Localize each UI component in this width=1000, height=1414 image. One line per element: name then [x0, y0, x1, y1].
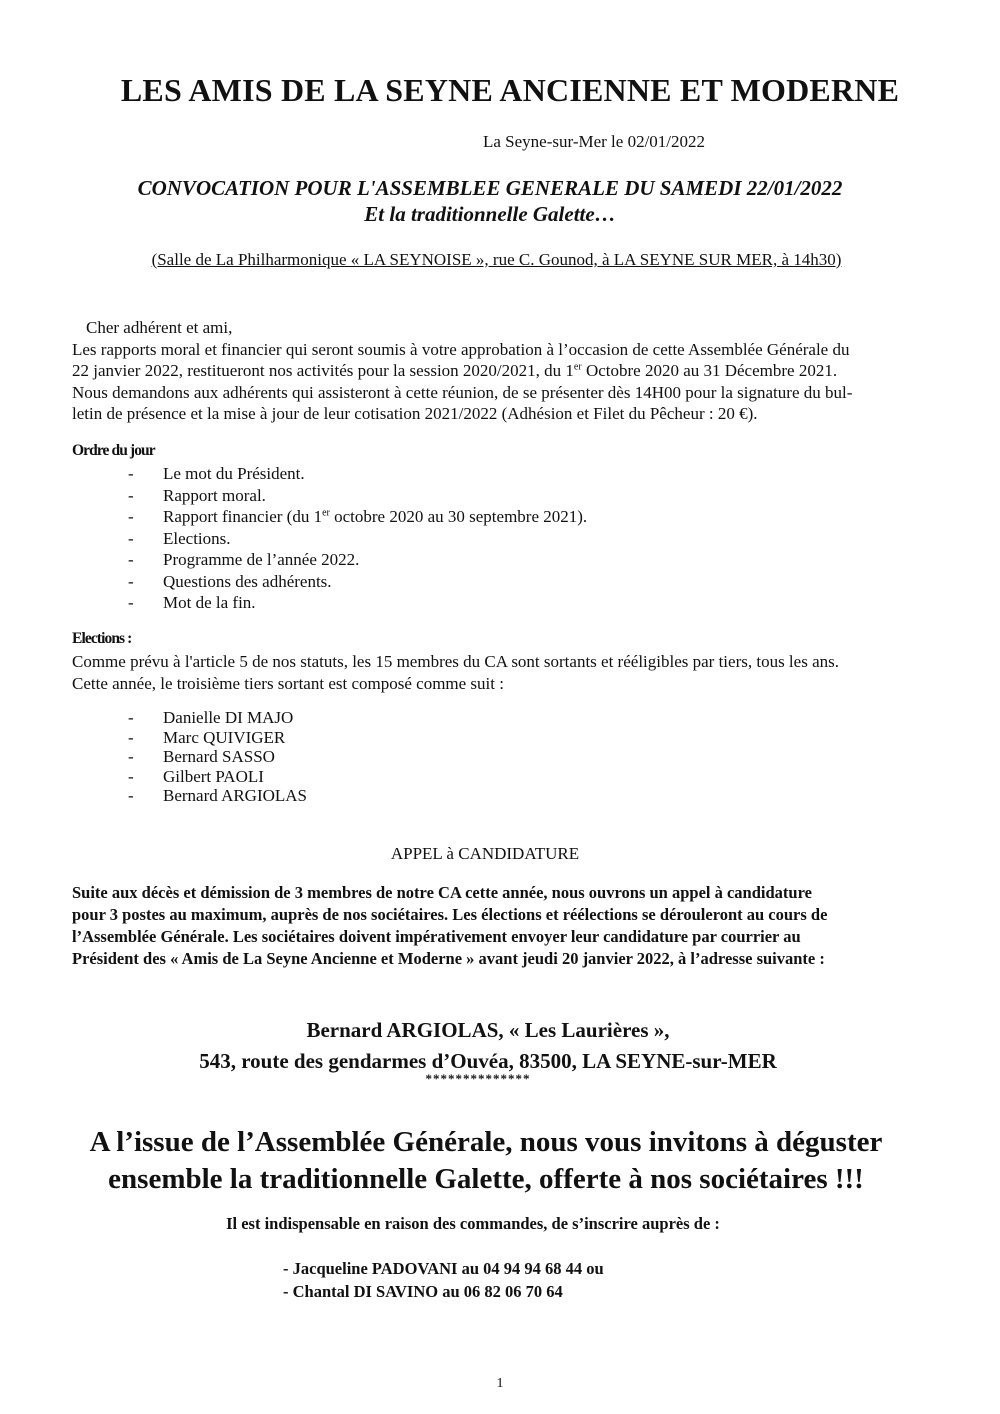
appel-heading: APPEL à CANDIDATURE	[390, 844, 580, 863]
invitation-line-2: ensemble la traditionnelle Galette, offerte à nos sociétaires !!!	[108, 1163, 864, 1195]
invitation-line-1: A l’issue de l’Assemblée Générale, nous vous invitons à déguster	[89, 1126, 883, 1158]
postal-address	[0, 1015, 976, 1077]
dash-bullet: -	[128, 507, 134, 526]
list-item	[0, 708, 307, 728]
member-name: Bernard SASSO	[163, 747, 275, 766]
elections-line-2: Cette année, le troisième tiers sortant est composé comme suit :	[72, 673, 504, 693]
list-item	[0, 571, 587, 593]
member-name: Bernard ARGIOLAS	[163, 786, 308, 805]
dash-bullet: -	[128, 550, 134, 569]
candidature-line-1: Suite aux décès et démission de 3 membres de notre CA cette année, nous ouvrons un appel à candidature	[72, 883, 812, 902]
convocation-line-2: Et la traditionnelle Galette…	[364, 202, 616, 226]
agenda-heading: Ordre du jour	[72, 442, 155, 459]
contact-list	[283, 1257, 604, 1303]
list-item	[0, 506, 587, 528]
place-date: La Seyne-sur-Mer le 02/01/2022	[483, 132, 706, 151]
superscript: er	[573, 361, 582, 373]
agenda-item: Elections.	[163, 528, 231, 548]
convocation-line-1: CONVOCATION POUR L'ASSEMBLEE GENERALE DU SAMEDI 22/01/2022	[137, 176, 843, 200]
list-item	[0, 485, 587, 507]
agenda-item: Le mot du Président.	[163, 464, 305, 483]
intro-line-2-text-end: Octobre 2020 au 31 Décembre 2021.	[581, 361, 838, 380]
registration-notice: Il est indispensable en raison des commandes, de s’inscrire auprès de :	[226, 1214, 720, 1233]
member-name: Marc QUIVIGER	[163, 727, 286, 747]
list-item	[0, 549, 587, 571]
address-line-2: 543, route des gendarmes d’Ouvéa, 83500, LA SEYNE-sur-MER	[199, 1049, 777, 1073]
dash-bullet: -	[128, 528, 134, 548]
galette-invitation	[0, 1124, 972, 1198]
agenda-item-text-end: octobre 2020 au 30 septembre 2021).	[329, 507, 588, 526]
list-item	[0, 728, 307, 748]
intro-line-3: Nous demandons aux adhérents qui assisteront à cette réunion, de se présenter dès 14H00 pour la signature du bul-	[72, 382, 853, 402]
dash-bullet: -	[128, 786, 134, 805]
superscript: er	[322, 507, 330, 519]
elections-heading: Elections :	[72, 630, 132, 647]
list-item	[0, 747, 307, 767]
candidature-line-3: l’Assemblée Générale. Les sociétaires doivent impérativement envoyer leur candidature par courrier au	[72, 927, 801, 946]
agenda-item: Programme de l’année 2022.	[163, 550, 360, 569]
contact-item: - Jacqueline PADOVANI au 04 94 94 68 44 ou	[283, 1259, 604, 1278]
dash-bullet: -	[128, 747, 134, 766]
dash-bullet: -	[128, 593, 134, 612]
contact-item: - Chantal DI SAVINO au 06 82 06 70 64	[283, 1282, 563, 1301]
agenda-item: Rapport moral.	[163, 485, 266, 505]
document-title: LES AMIS DE LA SEYNE ANCIENNE ET MODERNE	[120, 72, 900, 108]
candidature-line-2: pour 3 postes au maximum, auprès de nos sociétaires. Les élections et réélections se dérouleront au cours de	[72, 905, 828, 924]
page-number: 1	[496, 1376, 504, 1391]
address-line-1: Bernard ARGIOLAS, « Les Laurières »,	[306, 1018, 670, 1042]
separator-stars: **************	[425, 1071, 531, 1086]
dash-bullet: -	[128, 485, 134, 505]
agenda-item-text: Rapport financier (du 1	[163, 507, 323, 526]
intro-paragraph	[72, 317, 930, 425]
list-item	[0, 786, 307, 806]
member-name: Danielle DI MAJO	[163, 708, 294, 727]
elections-line-1: Comme prévu à l'article 5 de nos statuts, les 15 membres du CA sont sortants et rééligibles par tiers, tous les ans.	[72, 652, 839, 671]
greeting: Cher adhérent et ami,	[86, 318, 233, 337]
agenda-item: Questions des adhérents.	[163, 571, 332, 591]
dash-bullet: -	[128, 727, 134, 747]
agenda-item: Mot de la fin.	[163, 593, 256, 612]
elections-paragraph	[72, 651, 930, 694]
intro-line-2	[72, 360, 930, 382]
intro-line-4: letin de présence et la mise à jour de leur cotisation 2021/2022 (Adhésion et Filet du Pêcheur : 20 €).	[72, 404, 758, 423]
intro-line-2-text: 22 janvier 2022, restitueront nos activités pour la session 2020/2021, du 1	[72, 361, 574, 380]
dash-bullet: -	[128, 464, 134, 483]
agenda-item	[163, 507, 587, 526]
list-item	[0, 767, 307, 787]
candidature-line-4: Président des « Amis de La Seyne Ancienne et Moderne » avant jeudi 20 janvier 2022, à l’adresse suivante :	[72, 949, 825, 968]
outgoing-members-list	[0, 708, 307, 806]
list-item	[0, 463, 587, 485]
venue-line: (Salle de La Philharmonique « LA SEYNOISE », rue C. Gounod, à LA SEYNE SUR MER, à 14h30)	[151, 250, 842, 269]
list-item	[0, 592, 587, 614]
dash-bullet: -	[128, 766, 134, 786]
list-item	[0, 528, 587, 550]
dash-bullet: -	[128, 571, 134, 591]
candidature-paragraph	[72, 882, 930, 970]
convocation-heading	[0, 175, 980, 227]
member-name: Gilbert PAOLI	[163, 766, 264, 786]
dash-bullet: -	[128, 708, 134, 727]
intro-line-1: Les rapports moral et financier qui seront soumis à votre approbation à l’occasion de cette Assemblée Générale du	[72, 339, 850, 359]
agenda-list	[0, 463, 587, 614]
